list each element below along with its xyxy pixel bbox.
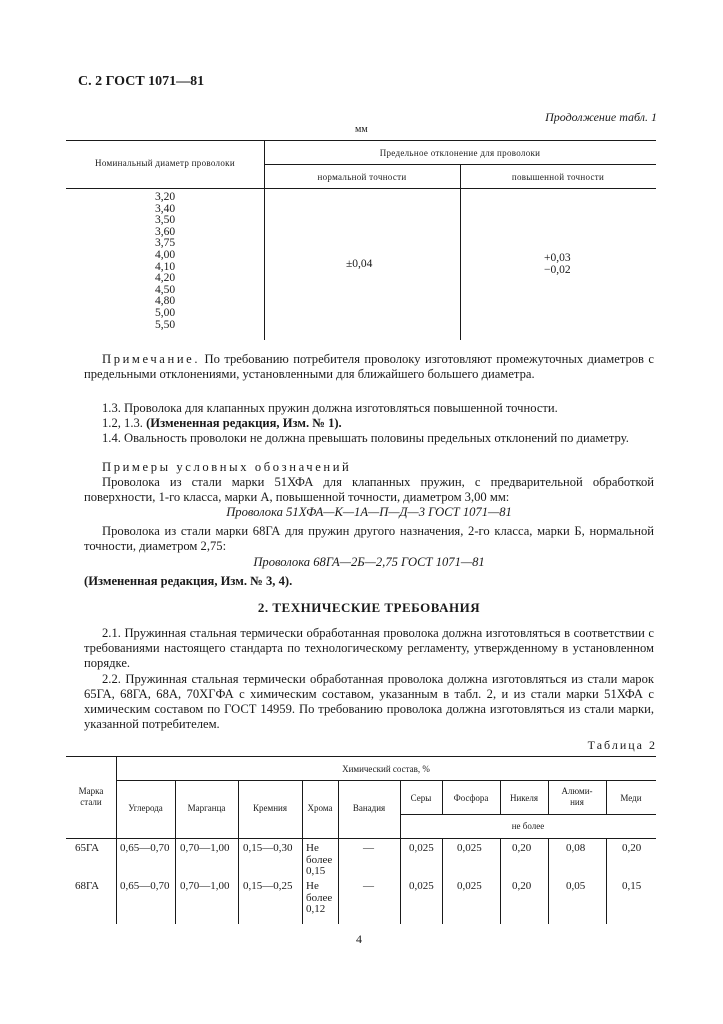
row-phosphorus: 0,025 <box>457 842 482 854</box>
high-deviation-minus: −0,02 <box>544 264 571 276</box>
col-grade-line2: стали <box>80 797 102 807</box>
row-nickel: 0,20 <box>512 880 532 892</box>
row-aluminium: 0,05 <box>566 880 586 892</box>
table-continuation: Продолжение табл. 1 <box>545 110 657 124</box>
row-grade: 65ГА <box>75 842 100 854</box>
note-label: Примечание. <box>102 352 201 366</box>
paragraph-1-4: 1.4. Овальность проволоки не должна превышать половины предельных отклонений по диаметру. <box>102 431 629 445</box>
row-silicon: 0,15—0,30 <box>243 842 293 854</box>
not-more-header: не более <box>511 821 545 831</box>
table1-note <box>84 352 654 382</box>
row-vanadium: — <box>363 880 374 892</box>
amendment-bold: (Измененная редакция, Изм. № 1). <box>146 416 342 430</box>
row-phosphorus: 0,025 <box>457 880 482 892</box>
diameter-value: 3,75 <box>155 237 176 250</box>
diameter-value: 4,50 <box>155 283 176 296</box>
chromium-line2: более <box>306 853 333 866</box>
row-manganese: 0,70—1,00 <box>180 880 230 892</box>
chem-composition-header: Химический состав, % <box>342 764 430 774</box>
section-2-title: 2. ТЕХНИЧЕСКИЕ ТРЕБОВАНИЯ <box>257 600 481 615</box>
diameter-value: 3,60 <box>155 225 176 238</box>
col-chromium: Хрома <box>307 803 333 813</box>
row-silicon: 0,15—0,25 <box>243 880 293 892</box>
col-deviation-header: Предельное отклонение для проволоки <box>379 148 541 158</box>
diameter-value: 4,20 <box>155 272 176 285</box>
row-chromium <box>306 881 332 916</box>
examples-title: Примеры условных обозначений <box>102 460 352 474</box>
row-vanadium: — <box>363 842 374 854</box>
col-manganese: Марганца <box>187 803 226 813</box>
table2-label: Таблица 2 <box>587 738 657 752</box>
col-normal-header: нормальной точности <box>317 172 407 182</box>
chromium-line2: более <box>306 891 333 904</box>
chromium-line1: Не <box>306 842 319 854</box>
page-number: 4 <box>356 932 362 946</box>
col-vanadium: Ванадия <box>352 803 386 813</box>
row-sulfur: 0,025 <box>409 842 434 854</box>
paragraph-1-3: 1.3. Проволока для клапанных пружин должна изготовляться повышенной точности. <box>102 401 558 415</box>
example-1-text: Проволока из стали марки 51ХФА для клапанных пружин, с предварительной обработкой поверхности, 1-го класса, марки А, повышенной точности, диаметром 3,00 мм: <box>84 475 654 504</box>
col-grade-line1: Марка <box>78 786 104 796</box>
row-manganese: 0,70—1,00 <box>180 842 230 854</box>
high-deviation-plus: +0,03 <box>544 252 571 264</box>
col-copper: Меди <box>620 793 642 803</box>
col-nickel: Никеля <box>509 793 539 803</box>
chromium-line3: 0,15 <box>306 865 326 877</box>
diameter-value: 4,10 <box>155 260 176 273</box>
col-sulfur: Серы <box>410 793 432 803</box>
diameter-value: 3,50 <box>155 214 176 227</box>
diameter-value: 3,40 <box>155 202 176 215</box>
row-chromium <box>306 843 332 878</box>
page-header: С. 2 ГОСТ 1071—81 <box>78 74 205 89</box>
row-grade: 68ГА <box>75 880 100 892</box>
diameter-value: 3,20 <box>155 191 176 203</box>
example-1-code: Проволока 51ХФА—К—1А—П—Д—3 ГОСТ 1071—81 <box>226 505 512 519</box>
chromium-line3: 0,12 <box>306 903 326 915</box>
paragraph-2-2: 2.2. Пружинная стальная термически обработанная проволока должна изготовляться из стали марок 65ГА, 68ГА, 68А, 70ХГФА с химическим составом, указанным в табл. 2, и из стали марки 51ХФА с химическим составом по ГОСТ 14959. По требованию проволока должна изготовляться из стали марки, указанной потребителем. <box>84 672 654 731</box>
col-diameter-header: Номинальный диаметр проволоки <box>95 158 235 168</box>
diameter-value: 4,80 <box>155 295 176 308</box>
col-grade-header <box>66 786 116 808</box>
example-2-text: Проволока из стали марки 68ГА для пружин другого назначения, 2-го класса, марки Б, нормальной точности, диаметром 2,75: <box>84 524 654 553</box>
diameter-value: 5,50 <box>155 318 176 331</box>
col-silicon: Кремния <box>253 803 287 813</box>
table-unit: мм <box>355 124 368 135</box>
row-copper: 0,15 <box>622 880 642 892</box>
row-copper: 0,20 <box>622 842 642 854</box>
diameter-value: 5,00 <box>155 306 176 319</box>
row-carbon: 0,65—0,70 <box>120 880 170 892</box>
amendment-3-4: (Измененная редакция, Изм. № 3, 4). <box>84 574 293 588</box>
col-aluminium: Алюми-ния <box>561 786 593 807</box>
col-high-header: повышенной точности <box>511 172 605 182</box>
paragraph-2-1: 2.1. Пружинная стальная термически обработанная проволока должна изготовляться в соответствии с требованиями настоящего стандарта по технологическому регламенту, утвержденному в установленном порядке. <box>84 626 654 670</box>
note-text: По требованию потребителя проволоку изготовляют промежуточных диаметров с предельными отклонениями, установленными для ближайшего большего диаметра. <box>84 352 654 381</box>
normal-deviation-value: ±0,04 <box>346 258 373 270</box>
diameter-value: 4,00 <box>155 248 176 261</box>
chromium-line1: Не <box>306 880 319 892</box>
paragraph-amendment-1 <box>84 416 654 431</box>
amendment-prefix: 1.2, 1.3. <box>102 416 147 430</box>
col-carbon: Углерода <box>128 803 163 813</box>
row-nickel: 0,20 <box>512 842 532 854</box>
row-aluminium: 0,08 <box>566 842 586 854</box>
col-phosphorus: Фосфора <box>453 793 489 803</box>
row-carbon: 0,65—0,70 <box>120 842 170 854</box>
diameter-list <box>155 192 175 331</box>
example-2-code: Проволока 68ГА—2Б—2,75 ГОСТ 1071—81 <box>253 555 485 569</box>
row-sulfur: 0,025 <box>409 880 434 892</box>
